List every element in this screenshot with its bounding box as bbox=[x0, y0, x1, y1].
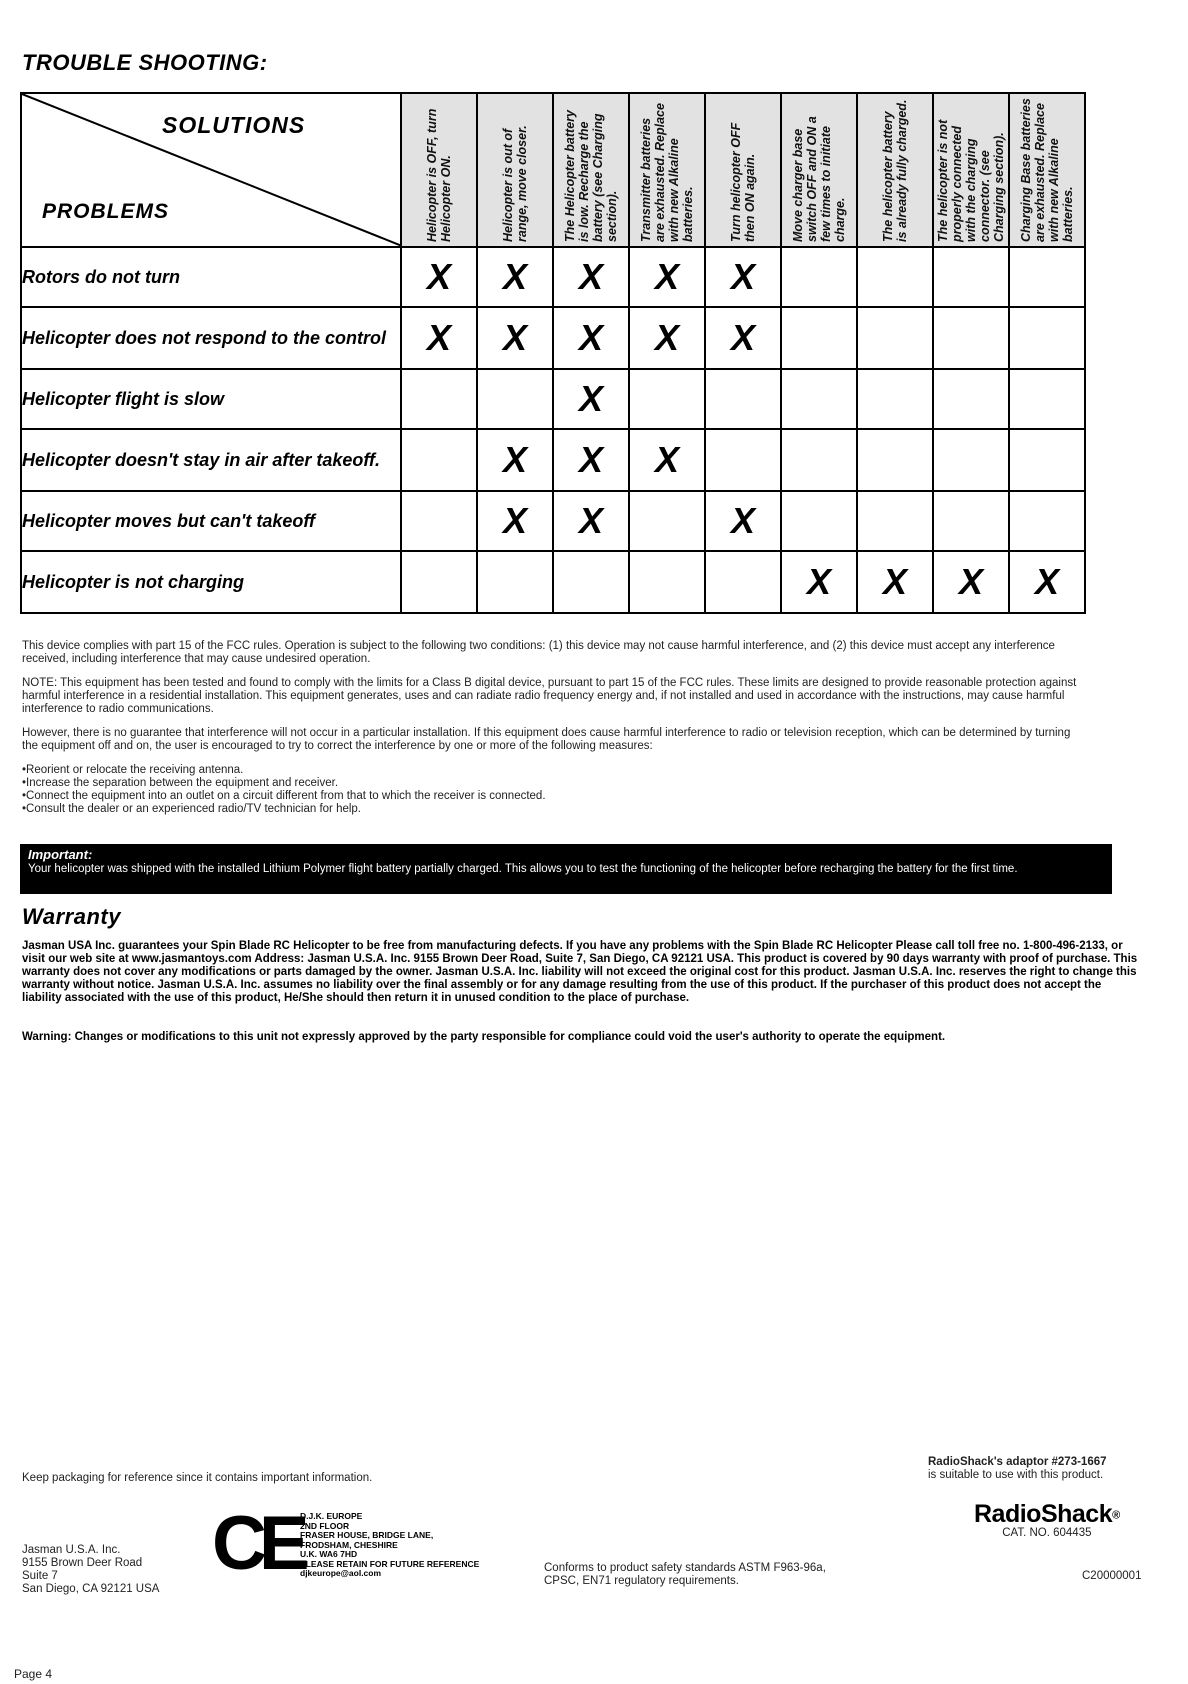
mark-cell bbox=[781, 491, 857, 551]
solution-text: Turn helicopter OFF then ON again. bbox=[729, 122, 757, 242]
solution-text: The helicopter battery is already fully charged. bbox=[881, 99, 909, 242]
mark-cell bbox=[857, 429, 933, 491]
x-mark: X bbox=[806, 561, 831, 602]
troubleshooting-table bbox=[20, 92, 1086, 614]
x-mark: X bbox=[958, 561, 983, 602]
mark-cell bbox=[477, 491, 553, 551]
solution-text: The helicopter is not properly connected with the charging connector. (see Charging section). bbox=[936, 119, 1006, 242]
ce-mark: CE bbox=[212, 1501, 302, 1586]
problem-label: Helicopter is not charging bbox=[21, 551, 401, 613]
mark-cell bbox=[781, 369, 857, 429]
solution-text: Transmitter batteries are exhausted. Replace with new Alkaline batteries. bbox=[639, 103, 695, 242]
warning-line bbox=[22, 1031, 1162, 1043]
troubleshooting-title: TROUBLE SHOOTING: bbox=[22, 50, 268, 75]
table-corner-cell bbox=[21, 93, 401, 247]
table-row bbox=[21, 307, 1085, 369]
x-mark: X bbox=[426, 256, 451, 297]
solutions-header-row bbox=[21, 93, 1085, 247]
mark-cell bbox=[781, 551, 857, 613]
mark-cell bbox=[553, 307, 629, 369]
x-mark: X bbox=[502, 317, 527, 358]
address-line: Suite 7 bbox=[22, 1570, 58, 1582]
x-mark: X bbox=[578, 500, 603, 541]
company-address bbox=[22, 1544, 159, 1596]
table-row bbox=[21, 247, 1085, 307]
mark-cell bbox=[1009, 307, 1085, 369]
mark-cell bbox=[477, 551, 553, 613]
catalog-number: CAT. NO. 604435 bbox=[1002, 1527, 1092, 1539]
problem-label: Helicopter doesn't stay in air after takeoff. bbox=[21, 429, 401, 491]
europe-line: djkeurope@aol.com bbox=[300, 1568, 382, 1578]
keep-packaging-note: Keep packaging for reference since it contains important information. bbox=[22, 1472, 373, 1484]
x-mark: X bbox=[578, 439, 603, 480]
europe-line: FRODSHAM, CHESHIRE bbox=[300, 1539, 398, 1550]
x-mark: X bbox=[1034, 561, 1059, 602]
mark-cell bbox=[1009, 369, 1085, 429]
page-number: Page 4 bbox=[14, 1667, 53, 1681]
mark-cell bbox=[705, 307, 781, 369]
mark-cell bbox=[933, 491, 1009, 551]
mark-cell bbox=[629, 369, 705, 429]
mark-cell bbox=[933, 247, 1009, 307]
table-row bbox=[21, 429, 1085, 491]
mark-cell bbox=[933, 369, 1009, 429]
europe-line: FRASER HOUSE, BRIDGE LANE, bbox=[300, 1530, 434, 1540]
x-mark: X bbox=[578, 378, 603, 419]
mark-cell bbox=[477, 369, 553, 429]
mark-cell bbox=[629, 491, 705, 551]
solution-header bbox=[1009, 93, 1085, 247]
x-mark: X bbox=[654, 256, 679, 297]
mark-cell bbox=[553, 429, 629, 491]
solution-header bbox=[857, 93, 933, 247]
fcc-paragraph: This device complies with part 15 of the FCC rules. Operation is subject to the following two conditions: (1) this device may not cause harmful interference, and (2) this device must accept any interference received, including interference that may cause undesired operation. bbox=[22, 640, 1055, 665]
mark-cell bbox=[553, 247, 629, 307]
table-row bbox=[21, 491, 1085, 551]
mark-cell bbox=[1009, 247, 1085, 307]
x-mark: X bbox=[654, 439, 679, 480]
warranty-title: Warranty bbox=[22, 904, 121, 929]
mark-cell bbox=[857, 307, 933, 369]
solution-header bbox=[629, 93, 705, 247]
radioshack-block bbox=[974, 1500, 1120, 1540]
europe-line: 2ND FLOOR bbox=[300, 1520, 350, 1531]
product-code: C20000001 bbox=[1082, 1570, 1142, 1582]
mark-cell bbox=[477, 429, 553, 491]
mark-cell bbox=[401, 247, 477, 307]
warning-text: Changes or modifications to this unit not expressly approved by the party responsible for compliance could void the user's authority to operate the equipment. bbox=[74, 1031, 946, 1043]
mark-cell bbox=[629, 551, 705, 613]
mark-cell bbox=[857, 247, 933, 307]
solution-header bbox=[401, 93, 477, 247]
mark-cell bbox=[781, 247, 857, 307]
solution-text: Charging Base batteries are exhausted. Replace with new Alkaline batteries. bbox=[1019, 98, 1075, 242]
address-line: San Diego, CA 92121 USA bbox=[22, 1583, 160, 1595]
address-line: 9155 Brown Deer Road bbox=[22, 1557, 143, 1569]
warning-label: Warning: bbox=[22, 1031, 72, 1043]
fcc-measure: •Increase the separation between the equipment and receiver. bbox=[22, 777, 339, 789]
europe-line: U.K. WA6 7HD bbox=[300, 1549, 358, 1559]
mark-cell bbox=[705, 551, 781, 613]
x-mark: X bbox=[730, 317, 755, 358]
table-row bbox=[21, 369, 1085, 429]
mark-cell bbox=[933, 551, 1009, 613]
adaptor-note bbox=[928, 1456, 1107, 1482]
fcc-measure: •Consult the dealer or an experienced radio/TV technician for help. bbox=[22, 803, 362, 815]
mark-cell bbox=[477, 247, 553, 307]
table-row bbox=[21, 551, 1085, 613]
safety-conformity bbox=[544, 1562, 826, 1588]
x-mark: X bbox=[502, 439, 527, 480]
mark-cell bbox=[629, 429, 705, 491]
mark-cell bbox=[553, 491, 629, 551]
x-mark: X bbox=[730, 256, 755, 297]
mark-cell bbox=[553, 369, 629, 429]
adaptor-line: RadioShack's adaptor #273-1667 bbox=[928, 1456, 1107, 1468]
problems-label: PROBLEMS bbox=[42, 200, 170, 223]
mark-cell bbox=[1009, 491, 1085, 551]
mark-cell bbox=[781, 307, 857, 369]
mark-cell bbox=[401, 307, 477, 369]
x-mark: X bbox=[426, 317, 451, 358]
fcc-statement bbox=[22, 640, 1082, 816]
fcc-note: NOTE: This equipment has been tested and found to comply with the limits for a Class B digital device, pursuant to part 15 of the FCC rules. These limits are designed to provide reasonable protection against harmful interference in a residential installation. This equipment generates, uses and can radiate radio frequency energy and, if not installed and used in accordance with the instructions, may cause harmful interference to radio communications. bbox=[22, 677, 1077, 715]
mark-cell bbox=[401, 551, 477, 613]
solution-header bbox=[781, 93, 857, 247]
mark-cell bbox=[781, 429, 857, 491]
fcc-measure: •Reorient or relocate the receiving antenna. bbox=[22, 764, 244, 776]
x-mark: X bbox=[730, 500, 755, 541]
mark-cell bbox=[933, 307, 1009, 369]
europe-line: D.J.K. EUROPE bbox=[300, 1511, 363, 1521]
problem-rows bbox=[21, 247, 1085, 613]
solutions-label: SOLUTIONS bbox=[162, 112, 306, 138]
mark-cell bbox=[1009, 429, 1085, 491]
x-mark: X bbox=[502, 500, 527, 541]
mark-cell bbox=[1009, 551, 1085, 613]
x-mark: X bbox=[882, 561, 907, 602]
important-notice bbox=[20, 844, 1112, 894]
problem-label: Helicopter does not respond to the control bbox=[21, 307, 401, 369]
europe-line: PLEASE RETAIN FOR FUTURE REFERENCE bbox=[300, 1558, 480, 1569]
registered-mark: ® bbox=[1112, 1509, 1120, 1522]
solution-header bbox=[477, 93, 553, 247]
conformity-line: Conforms to product safety standards ASTM F963-96a, bbox=[544, 1562, 826, 1574]
solution-text: The Helicopter battery is low. Recharge the battery (see Charging section). bbox=[563, 110, 619, 242]
adaptor-line: is suitable to use with this product. bbox=[928, 1469, 1104, 1481]
fcc-paragraph: However, there is no guarantee that interference will not occur in a particular installation. If this equipment does cause harmful interference to radio or television reception, which can be determined by turning the equipment off and on, the user is encouraged to try to correct the interference by one or more of the following measures: bbox=[22, 727, 1071, 752]
brand-name: RadioShack bbox=[974, 1500, 1113, 1528]
address-line: Jasman U.S.A. Inc. bbox=[22, 1544, 121, 1556]
solution-text: Move charger base switch OFF and ON a few times to initiate charge. bbox=[791, 116, 847, 242]
mark-cell bbox=[857, 369, 933, 429]
mark-cell bbox=[401, 491, 477, 551]
solution-text: Helicopter is out of range, move closer. bbox=[501, 125, 529, 242]
mark-cell bbox=[705, 429, 781, 491]
mark-cell bbox=[705, 369, 781, 429]
mark-cell bbox=[629, 307, 705, 369]
mark-cell bbox=[401, 369, 477, 429]
solution-text: Helicopter is OFF, turn Helicopter ON. bbox=[425, 108, 453, 242]
mark-cell bbox=[857, 551, 933, 613]
solution-header bbox=[705, 93, 781, 247]
conformity-line: CPSC, EN71 regulatory requirements. bbox=[544, 1575, 739, 1587]
problem-label: Rotors do not turn bbox=[21, 247, 401, 307]
x-mark: X bbox=[578, 317, 603, 358]
important-text: Your helicopter was shipped with the installed Lithium Polymer flight battery partially charged. This allows you to test the functioning of the helicopter before recharging the battery for the first time. bbox=[28, 863, 1018, 875]
warranty-text: Jasman USA Inc. guarantees your Spin Blade RC Helicopter to be free from manufacturing defects. If you have any problems with the Spin Blade RC Helicopter Please call toll free no. 1-800-496-2133, or visit our web site at www.jasmantoys.com Address: Jasman U.S.A. Inc. 9155 Brown Deer Road, Suite 7, San Diego, CA 92121 USA. This product is covered by 90 days warranty with proof of purchase. This warranty does not cover any modifications or parts damaged by the owner. Jasman U.S.A. Inc. liability will not exceed the original cost for this product. Jasman U.S.A. Inc. reserves the right to change this warranty without notice. Jasman U.S.A. Inc. assumes no liability over the final assembly or for any damage resulting from the use of this product. If the purchaser of this product does not accept the liability associated with the use of this product, He/She should then return it in unused condition to the place of purchase. bbox=[22, 940, 1138, 1004]
mark-cell bbox=[705, 491, 781, 551]
x-mark: X bbox=[502, 256, 527, 297]
mark-cell bbox=[553, 551, 629, 613]
mark-cell bbox=[933, 429, 1009, 491]
mark-cell bbox=[477, 307, 553, 369]
x-mark: X bbox=[654, 317, 679, 358]
mark-cell bbox=[705, 247, 781, 307]
problem-label: Helicopter flight is slow bbox=[21, 369, 401, 429]
important-title: Important: bbox=[28, 847, 93, 862]
solution-header bbox=[553, 93, 629, 247]
mark-cell bbox=[857, 491, 933, 551]
mark-cell bbox=[629, 247, 705, 307]
fcc-measure: •Connect the equipment into an outlet on a circuit different from that to which the receiver is connected. bbox=[22, 790, 546, 802]
mark-cell bbox=[401, 429, 477, 491]
solution-header bbox=[933, 93, 1009, 247]
x-mark: X bbox=[578, 256, 603, 297]
problem-label: Helicopter moves but can't takeoff bbox=[21, 491, 401, 551]
radioshack-logo bbox=[974, 1500, 1120, 1529]
europe-representative bbox=[300, 1512, 479, 1579]
